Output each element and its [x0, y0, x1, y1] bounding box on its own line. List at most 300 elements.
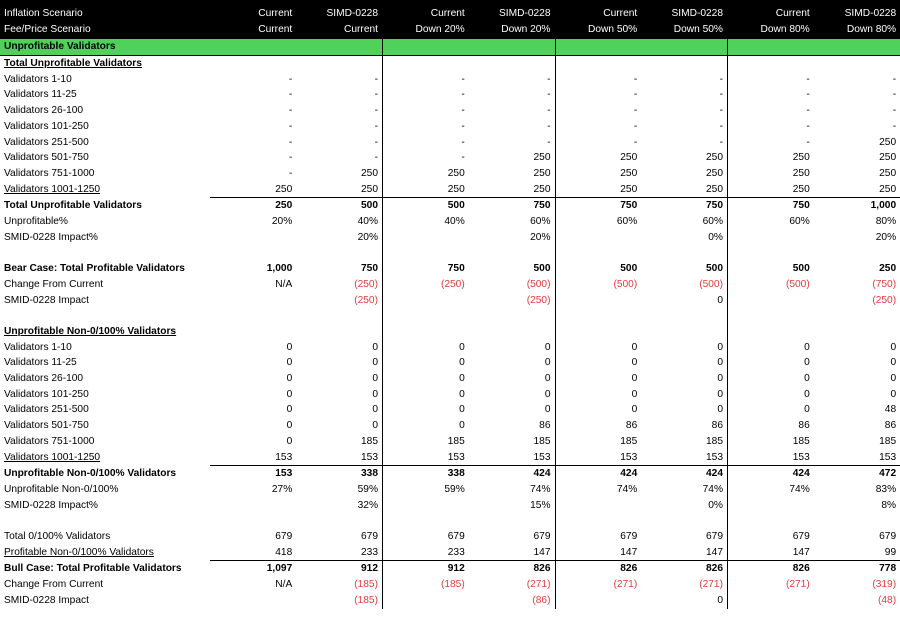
cell-value: - — [555, 135, 641, 151]
cell-value: 826 — [706, 563, 723, 575]
cell-value: 338 — [361, 468, 378, 480]
row-label: Validators 1001-1250 — [4, 451, 101, 463]
cell-value: 80% — [875, 216, 897, 228]
cell-value: 0 — [372, 357, 378, 369]
cell-value — [383, 56, 469, 72]
cell-value: 250 — [879, 152, 897, 164]
cell-value — [555, 308, 641, 324]
cell-value: 679 — [706, 531, 723, 543]
cell-value — [383, 324, 469, 340]
cell-value: 74% — [728, 482, 814, 498]
cell-value: 0 — [544, 404, 551, 416]
cell-value: 250 — [728, 182, 814, 198]
cell-value: 0 — [383, 355, 469, 371]
cell-value: 0 — [717, 357, 723, 369]
cell-value: - — [288, 120, 293, 132]
cell-value: 0 — [544, 357, 551, 369]
cell-value: 147 — [641, 545, 727, 561]
cell-value: - — [383, 135, 469, 151]
cell-value: 86 — [728, 418, 814, 434]
cell-value: - — [383, 103, 469, 119]
header-label-fee: Fee/Price Scenario — [0, 22, 210, 39]
cell-value — [383, 308, 469, 324]
cell-value: (86) — [532, 594, 551, 606]
table-row — [0, 498, 900, 514]
cell-value: 0 — [286, 388, 293, 400]
header-label-inflation: Inflation Scenario — [0, 6, 210, 22]
row-label: Validators 751-1000 — [4, 435, 95, 447]
table-row — [0, 135, 900, 151]
cell-value: 424 — [555, 466, 641, 482]
cell-value: 500 — [555, 261, 641, 277]
header-cell: Current — [383, 6, 469, 22]
table-row — [0, 103, 900, 119]
table-row — [0, 245, 900, 261]
cell-value — [814, 245, 900, 261]
cell-value — [383, 230, 469, 246]
cell-value: 1,000 — [870, 200, 897, 212]
cell-value: 74% — [530, 483, 551, 495]
header-cell: SIMD-0228 — [641, 6, 727, 22]
cell-value: 0 — [372, 420, 378, 432]
cell-value: 0 — [286, 357, 293, 369]
header-cell: Down 50% — [555, 22, 641, 39]
cell-value: 250 — [814, 182, 900, 198]
cell-value: (250) — [526, 294, 551, 306]
cell-value: (250) — [354, 294, 378, 306]
cell-value: - — [383, 72, 469, 88]
cell-value: 500 — [383, 198, 469, 214]
cell-value — [555, 513, 641, 529]
cell-value: (271) — [555, 577, 641, 593]
cell-value: - — [547, 105, 551, 117]
cell-value: 0 — [728, 402, 814, 418]
cell-value: 826 — [555, 561, 641, 577]
table-row — [0, 355, 900, 371]
cell-value: 250 — [469, 182, 555, 198]
table-row — [0, 87, 900, 103]
header-cell: Down 20% — [383, 22, 469, 39]
cell-value: N/A — [275, 278, 293, 290]
cell-value — [210, 308, 296, 324]
cell-value: - — [555, 87, 641, 103]
cell-value: 60% — [702, 216, 723, 228]
cell-value: (500) — [555, 277, 641, 293]
cell-value: 0 — [555, 371, 641, 387]
cell-value: 0 — [372, 388, 378, 400]
cell-value: 424 — [728, 466, 814, 482]
cell-value: 679 — [728, 529, 814, 545]
cell-value — [728, 230, 814, 246]
cell-value: 0 — [383, 340, 469, 356]
cell-value: 185 — [706, 435, 723, 447]
row-label — [0, 245, 210, 261]
cell-value: 826 — [533, 563, 551, 575]
cell-value: 0 — [728, 387, 814, 403]
cell-value: (185) — [383, 577, 469, 593]
cell-value: 679 — [879, 531, 897, 543]
cell-value: - — [719, 89, 723, 101]
row-label: Change From Current — [4, 579, 104, 591]
cell-value: 472 — [879, 468, 897, 480]
table-row — [0, 340, 900, 356]
table-row — [0, 593, 900, 609]
cell-value: - — [719, 105, 723, 117]
table-row — [0, 513, 900, 529]
cell-value: 153 — [728, 450, 814, 466]
cell-value — [641, 245, 727, 261]
table-row — [0, 561, 900, 577]
cell-value — [728, 324, 814, 340]
table-row — [0, 577, 900, 593]
cell-value — [728, 308, 814, 324]
cell-value: 153 — [383, 450, 469, 466]
cell-value — [469, 245, 555, 261]
table-row — [0, 324, 900, 340]
table-row — [0, 119, 900, 135]
cell-value: 0 — [555, 402, 641, 418]
cell-value: 27% — [271, 483, 293, 495]
cell-value: N/A — [275, 579, 293, 591]
table-row — [0, 166, 900, 182]
table-row — [0, 418, 900, 434]
cell-value — [296, 513, 382, 529]
cell-value: 0 — [372, 404, 378, 416]
cell-value: 750 — [383, 261, 469, 277]
header-cell: SIMD-0228 — [296, 6, 382, 22]
cell-value: 0 — [728, 371, 814, 387]
row-label: Validators 1-10 — [4, 341, 72, 353]
table-row — [0, 371, 900, 387]
cell-value: 500 — [533, 263, 551, 275]
cell-value: 1,097 — [266, 563, 293, 575]
cell-value — [728, 593, 814, 609]
cell-value: - — [555, 72, 641, 88]
cell-value: - — [892, 73, 897, 85]
cell-value: (271) — [526, 579, 551, 591]
cell-value: 48 — [884, 404, 897, 416]
header-cell: Down 50% — [641, 22, 727, 39]
row-label: Unprofitable Non-0/100% Validators — [4, 468, 177, 479]
cell-value: (271) — [728, 577, 814, 593]
cell-value: 0 — [555, 387, 641, 403]
cell-value — [210, 513, 296, 529]
cell-value — [555, 56, 641, 72]
table-row — [0, 56, 900, 72]
cell-value: 0 — [286, 373, 293, 385]
cell-value: 59% — [357, 483, 378, 495]
cell-value: 250 — [555, 166, 641, 182]
section-header — [0, 39, 900, 56]
row-label: SMID-0228 Impact — [4, 594, 89, 606]
cell-value: 147 — [555, 545, 641, 561]
cell-value: 250 — [879, 136, 897, 148]
cell-value: 153 — [296, 450, 382, 466]
cell-value — [383, 593, 469, 609]
cell-value: 74% — [555, 482, 641, 498]
row-label: Validators 11-25 — [4, 357, 77, 369]
cell-value: 750 — [728, 198, 814, 214]
cell-value: 233 — [296, 545, 382, 561]
row-label: Validators 26-100 — [4, 105, 84, 117]
cell-value: 0 — [555, 340, 641, 356]
cell-value — [383, 513, 469, 529]
cell-value: 424 — [706, 468, 723, 480]
cell-value — [383, 293, 469, 309]
header-cell: Current — [728, 6, 814, 22]
row-label: SMID-0228 Impact — [4, 294, 89, 306]
cell-value: - — [728, 103, 814, 119]
cell-value — [469, 513, 555, 529]
cell-value — [555, 593, 641, 609]
cell-value: 60% — [530, 216, 551, 228]
cell-value: (500) — [699, 278, 723, 290]
cell-value: 418 — [210, 545, 296, 561]
header-cell: Current — [210, 22, 296, 39]
row-label: Validators 101-250 — [4, 388, 89, 400]
cell-value: - — [288, 136, 293, 148]
row-label: Validators 751-1000 — [4, 167, 95, 179]
section-title: Unprofitable Validators — [0, 39, 210, 56]
cell-value — [469, 308, 555, 324]
cell-value: - — [374, 105, 378, 117]
cell-value: (319) — [872, 579, 897, 591]
cell-value: 0 — [717, 341, 723, 353]
cell-value: 0 — [717, 373, 723, 385]
table-row — [0, 402, 900, 418]
row-label: Validators 1001-1250 — [4, 183, 101, 195]
cell-value: 60% — [728, 214, 814, 230]
cell-value: (185) — [354, 579, 378, 591]
cell-value: 250 — [296, 182, 382, 198]
cell-value: (250) — [354, 278, 378, 290]
cell-value: 153 — [555, 450, 641, 466]
cell-value: - — [547, 89, 551, 101]
row-label: Validators 251-500 — [4, 404, 89, 416]
cell-value: 912 — [383, 561, 469, 577]
row-label — [0, 513, 210, 529]
cell-value: 750 — [361, 263, 378, 275]
cell-value — [814, 308, 900, 324]
cell-value: 20% — [271, 216, 293, 228]
table-row — [0, 450, 900, 466]
cell-value: 750 — [533, 200, 551, 212]
cell-value: - — [374, 120, 378, 132]
row-label: Validators 26-100 — [4, 373, 84, 385]
cell-value: 15% — [530, 499, 551, 511]
cell-value — [641, 513, 727, 529]
cell-value: (48) — [878, 594, 897, 606]
row-label: Validators 101-250 — [4, 120, 89, 132]
cell-value: (750) — [872, 278, 897, 290]
table-row — [0, 434, 900, 450]
header-cell: SIMD-0228 — [469, 6, 555, 22]
cell-value: 0 — [717, 294, 723, 306]
cell-value: - — [728, 87, 814, 103]
cell-value — [210, 293, 296, 309]
table-row — [0, 150, 900, 166]
cell-value: 8% — [881, 499, 897, 511]
cell-value: - — [547, 120, 551, 132]
table-row — [0, 308, 900, 324]
cell-value: 0 — [890, 373, 897, 385]
cell-value — [728, 498, 814, 514]
table-row — [0, 230, 900, 246]
row-label: Bear Case: Total Profitable Validators — [4, 263, 185, 275]
cell-value: - — [288, 105, 293, 117]
cell-value: 0 — [555, 355, 641, 371]
cell-value: 679 — [555, 529, 641, 545]
cell-value: 500 — [706, 263, 723, 275]
cell-value: 40% — [357, 216, 378, 228]
table-row — [0, 466, 900, 482]
cell-value: 86 — [884, 420, 897, 432]
row-label: Validators 501-750 — [4, 152, 89, 164]
cell-value — [469, 56, 555, 72]
table-row — [0, 182, 900, 198]
cell-value: 0 — [544, 388, 551, 400]
cell-value: 250 — [879, 263, 897, 275]
cell-value: 250 — [210, 182, 296, 198]
cell-value: 912 — [361, 563, 378, 575]
cell-value: 250 — [706, 152, 723, 164]
cell-value: - — [374, 73, 378, 85]
cell-value: 83% — [875, 483, 897, 495]
cell-value — [555, 245, 641, 261]
table-row — [0, 277, 900, 293]
cell-value: 0 — [544, 373, 551, 385]
cell-value: 0 — [286, 341, 293, 353]
table-row — [0, 482, 900, 498]
cell-value: - — [728, 119, 814, 135]
cell-value: 250 — [533, 152, 551, 164]
header-cell: Down 80% — [814, 22, 900, 39]
cell-value — [814, 324, 900, 340]
cell-value — [814, 56, 900, 72]
cell-value — [641, 308, 727, 324]
header-cell: Current — [210, 6, 296, 22]
cell-value: - — [719, 120, 723, 132]
cell-value: 185 — [383, 434, 469, 450]
cell-value — [210, 324, 296, 340]
cell-value: 750 — [555, 198, 641, 214]
row-label: Profitable Non-0/100% Validators — [4, 547, 154, 558]
cell-value: 338 — [383, 466, 469, 482]
cell-value: 32% — [357, 499, 378, 511]
row-label: Validators 501-750 — [4, 420, 89, 432]
cell-value: 679 — [361, 531, 378, 543]
cell-value: 250 — [361, 167, 378, 179]
cell-value: - — [288, 73, 293, 85]
cell-value: - — [547, 136, 551, 148]
row-label: Unprofitable% — [4, 216, 68, 228]
cell-value: 153 — [275, 468, 293, 480]
cell-value: 40% — [383, 214, 469, 230]
cell-value: - — [892, 105, 897, 117]
cell-value: 679 — [383, 529, 469, 545]
cell-value: 0 — [286, 404, 293, 416]
cell-value — [210, 498, 296, 514]
cell-value: 20% — [357, 231, 378, 243]
cell-value: - — [555, 103, 641, 119]
row-label: Validators 11-25 — [4, 89, 77, 101]
cell-value: 679 — [533, 531, 551, 543]
header-cell: SIMD-0228 — [814, 6, 900, 22]
cell-value: - — [288, 152, 293, 164]
header-row-fee — [0, 22, 900, 39]
cell-value: 185 — [879, 435, 897, 447]
cell-value: - — [555, 119, 641, 135]
row-label: Unprofitable Non-0/100% Validators — [4, 325, 177, 337]
cell-value: 250 — [879, 167, 897, 179]
row-label: Change From Current — [4, 278, 104, 290]
cell-value — [728, 245, 814, 261]
cell-value: 0 — [717, 594, 723, 606]
table-row — [0, 529, 900, 545]
cell-value: 250 — [728, 166, 814, 182]
cell-value: - — [547, 73, 551, 85]
cell-value: 153 — [814, 450, 900, 466]
row-label: Total 0/100% Validators — [4, 531, 111, 543]
cell-value: 424 — [533, 468, 551, 480]
cell-value: - — [383, 119, 469, 135]
header-cell: Current — [555, 6, 641, 22]
cell-value — [555, 498, 641, 514]
cell-value: 250 — [706, 167, 723, 179]
cell-value: 20% — [530, 231, 551, 243]
cell-value: 185 — [728, 434, 814, 450]
cell-value: 250 — [728, 150, 814, 166]
cell-value: 750 — [706, 200, 723, 212]
cell-value: 74% — [702, 483, 723, 495]
cell-value — [469, 324, 555, 340]
cell-value — [210, 56, 296, 72]
cell-value: 59% — [383, 482, 469, 498]
table-row — [0, 261, 900, 277]
cell-value: 250 — [533, 167, 551, 179]
cell-value — [814, 513, 900, 529]
row-label: Total Unprofitable Validators — [4, 200, 142, 212]
row-label: SMID-0228 Impact% — [4, 499, 98, 511]
cell-value: 153 — [210, 450, 296, 466]
cell-value — [728, 56, 814, 72]
cell-value: 0 — [717, 404, 723, 416]
cell-value: 185 — [361, 435, 378, 447]
cell-value: 86 — [711, 420, 723, 432]
cell-value: (500) — [526, 278, 551, 290]
row-label: Validators 251-500 — [4, 136, 89, 148]
table-row — [0, 72, 900, 88]
cell-value — [555, 324, 641, 340]
cell-value: 0 — [890, 357, 897, 369]
row-label: Unprofitable Non-0/100% — [4, 483, 119, 495]
cell-value: 250 — [641, 182, 727, 198]
cell-value: 679 — [275, 531, 293, 543]
row-label: Total Unprofitable Validators — [4, 58, 142, 69]
cell-value: 0 — [728, 340, 814, 356]
cell-value: 0 — [286, 435, 293, 447]
cell-value: (271) — [699, 579, 723, 591]
cell-value: 500 — [728, 261, 814, 277]
cell-value: 99 — [814, 545, 900, 561]
row-label: Validators 1-10 — [4, 73, 72, 85]
cell-value: 1,000 — [266, 263, 293, 275]
cell-value: - — [288, 89, 293, 101]
cell-value: - — [892, 120, 897, 132]
cell-value: - — [383, 87, 469, 103]
row-label — [0, 308, 210, 324]
cell-value: (500) — [728, 277, 814, 293]
